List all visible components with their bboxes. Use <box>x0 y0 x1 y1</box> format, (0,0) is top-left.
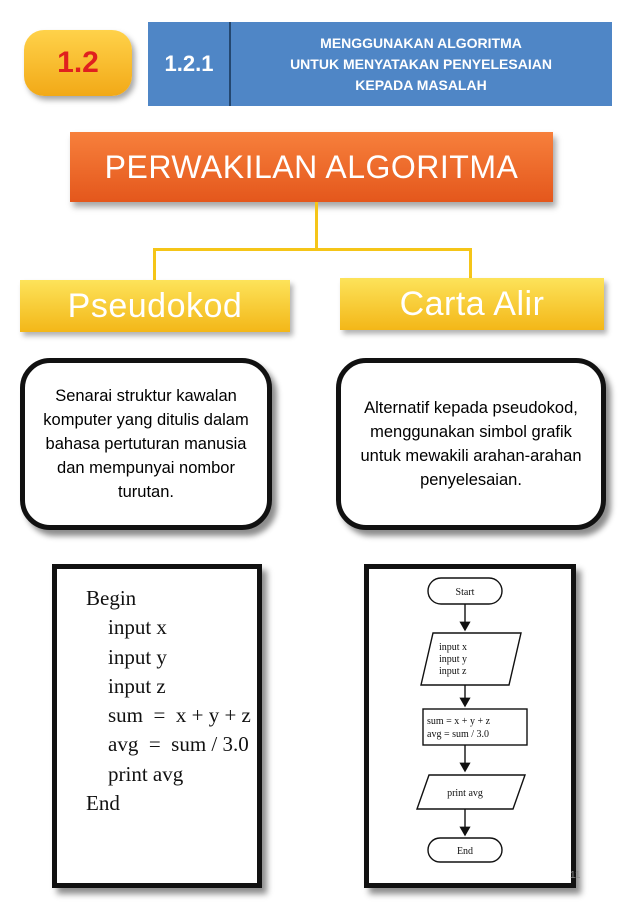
flowchart-process-sum: sum = x + y + z <box>427 716 491 727</box>
code-line-sum: sum = x + y + z <box>108 703 251 728</box>
flowchart-output-label: print avg <box>447 788 483 799</box>
pseudokod-description-box <box>20 358 272 530</box>
header-divider <box>229 22 231 106</box>
flowchart-input-x: input x <box>439 642 468 653</box>
flowchart-input-parallelogram <box>421 633 521 685</box>
code-line-begin: Begin <box>86 586 137 610</box>
carta-alir-description: Alternatif kepada pseudokod, menggunakan simbol grafik untuk mewakili arahan-arahan penyelesaian. <box>360 399 582 489</box>
branch-pseudokod <box>20 280 290 332</box>
root-node-label: PERWAKILAN ALGORITMA <box>104 148 519 185</box>
flowchart-input-z: input z <box>439 666 467 677</box>
flowchart-start-label: Start <box>455 587 475 598</box>
carta-alir-description-box <box>336 358 606 530</box>
code-line-input-x: input x <box>108 615 167 640</box>
connector-left <box>153 248 156 280</box>
subsection-number: 1.2.1 <box>164 51 214 76</box>
section-number-badge <box>24 30 132 96</box>
code-line-end: End <box>86 791 120 816</box>
code-line-avg: avg = sum / 3.0 <box>108 732 249 757</box>
flowchart-input-y: input y <box>439 654 468 665</box>
connector-horizontal <box>153 248 471 251</box>
branch-carta-alir-label: Carta Alir <box>399 284 545 323</box>
branch-carta-alir <box>340 278 604 330</box>
connector-trunk <box>315 202 318 250</box>
pseudokod-description: Senarai struktur kawalan komputer yang ditulis dalam bahasa pertuturan manusia dan mempunyai nombor turutan. <box>43 387 249 501</box>
code-line-input-z: input z <box>108 673 166 698</box>
flowchart-process-avg: avg = sum / 3.0 <box>427 729 490 740</box>
connector-right <box>469 248 472 278</box>
pseudocode-listing <box>86 584 256 818</box>
page-number: 11 <box>570 870 581 881</box>
header-title: MENGGUNAKAN ALGORITMA UNTUK MENYATAKAN PENYELESAIAN KEPADA MASALAH <box>290 34 552 93</box>
branch-pseudokod-label: Pseudokod <box>67 286 243 325</box>
code-line-print: print avg <box>108 761 184 786</box>
root-node <box>70 132 553 202</box>
code-line-input-y: input y <box>108 644 167 669</box>
section-number: 1.2 <box>57 46 99 79</box>
flowchart-diagram <box>369 569 571 883</box>
flowchart-end-label: End <box>456 846 474 857</box>
